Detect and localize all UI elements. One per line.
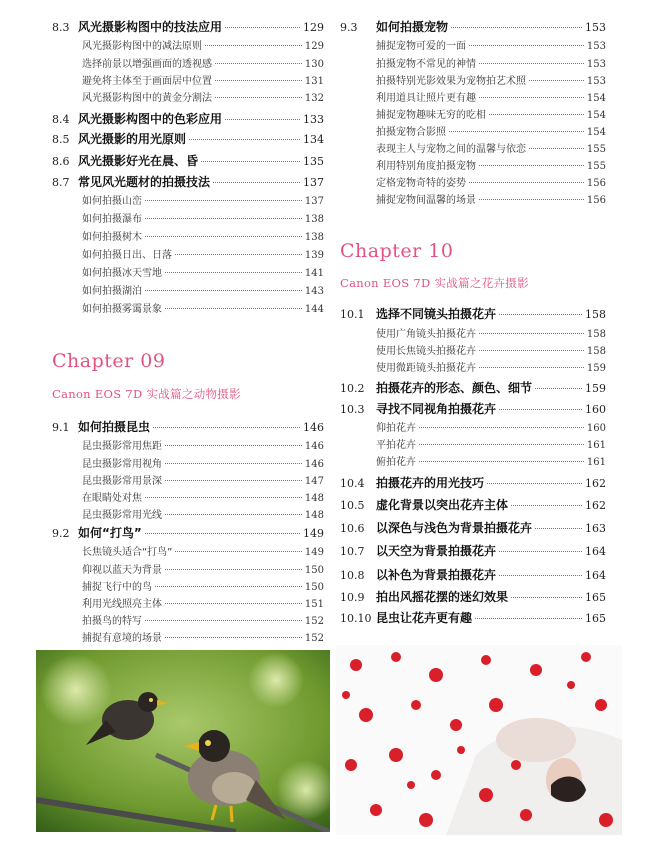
toc-leader-dots (153, 427, 300, 428)
toc-entry-page: 137 (304, 196, 324, 207)
toc-entry-title: 风光摄影的用光原则 (78, 132, 187, 146)
toc-entry-number: 10.1 (340, 308, 365, 321)
toc-leader-dots (225, 119, 300, 120)
toc-leader-dots (469, 182, 584, 183)
chapter-9-subtitle: Canon EOS 7D 实战篇之动物摄影 (52, 387, 241, 401)
toc-leader-dots (145, 236, 302, 237)
toc-leader-dots (145, 290, 302, 291)
toc-entry-page: 158 (586, 346, 606, 357)
flower-bride-photo (336, 645, 622, 835)
chapter-10-subtitle: Canon EOS 7D 实战篇之花卉摄影 (340, 276, 529, 290)
toc-entry-page: 155 (586, 144, 606, 155)
toc-entry-page: 151 (304, 599, 324, 610)
toc-entry-page: 160 (586, 423, 606, 434)
toc-entry-title: 选择前景以增强画面的透视感 (82, 59, 212, 70)
toc-entry (52, 210, 324, 225)
toc-entry-title: 使用广角镜头拍摄花卉 (376, 329, 476, 340)
toc-leader-dots (175, 254, 302, 255)
toc-entry-page: 135 (303, 155, 324, 168)
toc-leader-dots (479, 199, 584, 200)
toc-entry-number: 8.4 (52, 113, 70, 126)
toc-entry-page: 149 (304, 547, 324, 558)
toc-entry-page: 147 (304, 476, 324, 487)
toc-leader-dots (165, 480, 302, 481)
toc-entry-number: 8.6 (52, 155, 70, 168)
toc-leader-dots (479, 350, 584, 351)
toc-entry-page: 138 (304, 214, 324, 225)
toc-entry (340, 379, 606, 396)
toc-entry (340, 400, 606, 417)
toc-entry-number: 9.1 (52, 421, 70, 434)
toc-entry-page: 154 (586, 110, 606, 121)
toc-entry (340, 37, 606, 52)
toc-entry-page: 134 (303, 133, 324, 146)
toc-entry-title: 拍摄鸟的特写 (82, 616, 142, 627)
toc-entry-title: 昆虫摄影常用焦距 (82, 441, 162, 452)
toc-entry-title: 拍摄花卉的用光技巧 (376, 476, 485, 490)
toc-leader-dots (145, 497, 302, 498)
toc-entry (52, 55, 324, 70)
toc-entry-page: 153 (586, 76, 606, 87)
toc-entry-page: 163 (585, 522, 606, 535)
toc-entry (52, 437, 324, 452)
toc-entry-title: 昆虫摄影常用视角 (82, 459, 162, 470)
toc-entry (340, 359, 606, 374)
toc-leader-dots (165, 308, 302, 309)
toc-entry-page: 154 (586, 93, 606, 104)
toc-entry-title: 昆虫摄影常用光线 (82, 510, 162, 521)
toc-entry-title: 捕捉宠物趣味无穷的吃相 (376, 110, 486, 121)
toc-entry-title: 拍摄特别光影效果为宠物拍艺术照 (376, 76, 526, 87)
toc-entry-number: 8.3 (52, 21, 70, 34)
toc-entry (52, 152, 324, 169)
toc-leader-dots (529, 148, 584, 149)
toc-entry (340, 174, 606, 189)
toc-entry-title: 寻找不同视角拍摄花卉 (376, 402, 497, 416)
toc-leader-dots (205, 45, 302, 46)
toc-entry (52, 612, 324, 627)
toc-entry-page: 150 (304, 582, 324, 593)
toc-entry-title: 俯拍花卉 (376, 457, 416, 468)
toc-entry (52, 455, 324, 470)
toc-entry-page: 162 (585, 477, 606, 490)
toc-entry-number: 9.3 (340, 21, 358, 34)
toc-entry (52, 264, 324, 279)
toc-entry (52, 110, 324, 127)
toc-entry-number: 10.3 (340, 403, 365, 416)
toc-entry (340, 140, 606, 155)
toc-entry-title: 昆虫让花卉更有趣 (376, 611, 473, 625)
toc-entry (340, 419, 606, 434)
toc-entry-page: 146 (304, 441, 324, 452)
toc-entry-number: 10.8 (340, 569, 365, 582)
toc-entry-title: 如何“打鸟” (78, 526, 142, 540)
toc-entry-page: 159 (585, 382, 606, 395)
toc-entry-title: 如何拍摄日出、日落 (82, 250, 172, 261)
toc-entry (340, 123, 606, 138)
toc-entry (52, 543, 324, 558)
toc-leader-dots (479, 333, 584, 334)
toc-leader-dots (145, 218, 302, 219)
toc-entry-page: 153 (586, 59, 606, 70)
toc-entry-title: 拍摄宠物不常见的神情 (376, 59, 476, 70)
toc-entry (340, 157, 606, 172)
toc-entry (52, 89, 324, 104)
toc-entry-title: 如何拍摄雾霭景象 (82, 304, 162, 315)
toc-entry-page: 137 (303, 176, 324, 189)
toc-entry-title: 利用光线照亮主体 (82, 599, 162, 610)
toc-entry-page: 154 (586, 127, 606, 138)
toc-entry (52, 524, 324, 541)
toc-entry (340, 191, 606, 206)
toc-entry-title: 以深色与浅色为背景拍摄花卉 (376, 521, 533, 535)
toc-entry (340, 519, 606, 536)
toc-entry-number: 10.2 (340, 382, 365, 395)
toc-leader-dots (215, 97, 302, 98)
toc-entry (340, 542, 606, 559)
toc-leader-dots (165, 603, 302, 604)
toc-entry-page: 152 (304, 616, 324, 627)
toc-leader-dots (225, 27, 300, 28)
toc-leader-dots (475, 618, 582, 619)
toc-entry-title: 常见风光题材的拍摄技法 (78, 175, 211, 189)
toc-leader-dots (479, 63, 584, 64)
toc-entry-number: 8.7 (52, 176, 70, 189)
toc-entry-page: 130 (304, 59, 324, 70)
toc-leader-dots (165, 514, 302, 515)
toc-leader-dots (215, 80, 302, 81)
toc-leader-dots (165, 569, 302, 570)
toc-entry-title: 拍摄宠物合影照 (376, 127, 446, 138)
toc-entry-title: 仰视以蓝天为背景 (82, 565, 162, 576)
toc-entry-page: 161 (586, 457, 606, 468)
toc-leader-dots (499, 314, 582, 315)
toc-entry-page: 156 (586, 195, 606, 206)
toc-entry-title: 虚化背景以突出花卉主体 (376, 498, 509, 512)
toc-leader-dots (189, 139, 300, 140)
toc-entry (340, 566, 606, 583)
toc-leader-dots (213, 182, 300, 183)
toc-entry (340, 588, 606, 605)
toc-entry-title: 风光摄影构图中的减法原则 (82, 41, 202, 52)
toc-entry-page: 150 (304, 565, 324, 576)
toc-leader-dots (165, 637, 302, 638)
toc-leader-dots (535, 388, 582, 389)
toc-entry-page: 133 (303, 113, 324, 126)
toc-entry-page: 143 (304, 286, 324, 297)
toc-entry-title: 拍出风摇花摆的迷幻效果 (376, 590, 509, 604)
toc-leader-dots (511, 505, 582, 506)
toc-entry-title: 利用特别角度拍摄宠物 (376, 161, 476, 172)
toc-entry-page: 141 (304, 268, 324, 279)
toc-entry (52, 246, 324, 261)
toc-leader-dots (489, 114, 584, 115)
toc-entry-title: 仰拍花卉 (376, 423, 416, 434)
toc-entry-number: 8.5 (52, 133, 70, 146)
toc-entry-page: 148 (304, 510, 324, 521)
toc-entry-page: 138 (304, 232, 324, 243)
toc-entry-page: 161 (586, 440, 606, 451)
toc-leader-dots (499, 409, 582, 410)
toc-leader-dots (487, 483, 582, 484)
toc-entry-title: 如何拍摄昆虫 (78, 420, 151, 434)
toc-entry-title: 定格宠物奇特的姿势 (376, 178, 466, 189)
toc-entry-page: 164 (585, 545, 606, 558)
toc-entry-page: 158 (585, 308, 606, 321)
toc-entry-title: 如何拍摄瀑布 (82, 214, 142, 225)
toc-entry-page: 164 (585, 569, 606, 582)
toc-entry-title: 风光摄影构图中的技法应用 (78, 20, 223, 34)
toc-entry (52, 300, 324, 315)
toc-entry (52, 72, 324, 87)
toc-leader-dots (469, 45, 584, 46)
toc-entry-title: 风光摄影构图中的色彩应用 (78, 112, 223, 126)
toc-entry-title: 如何拍摄树木 (82, 232, 142, 243)
toc-entry-number: 9.2 (52, 527, 70, 540)
toc-leader-dots (535, 528, 582, 529)
toc-leader-dots (479, 165, 584, 166)
toc-entry (52, 130, 324, 147)
toc-entry-page: 152 (304, 633, 324, 644)
toc-leader-dots (499, 575, 582, 576)
toc-entry-title: 平拍花卉 (376, 440, 416, 451)
toc-entry (340, 72, 606, 87)
toc-entry (340, 106, 606, 121)
toc-entry (340, 436, 606, 451)
toc-leader-dots (419, 444, 584, 445)
toc-entry (52, 18, 324, 35)
toc-entry (340, 305, 606, 322)
toc-leader-dots (479, 97, 584, 98)
toc-entry-page: 165 (585, 612, 606, 625)
toc-entry-page: 129 (303, 21, 324, 34)
toc-entry-page: 162 (585, 499, 606, 512)
toc-entry-title: 在眼睛处对焦 (82, 493, 142, 504)
toc-entry-title: 捕捉宠物可爱的一面 (376, 41, 466, 52)
toc-entry-title: 使用长焦镜头拍摄花卉 (376, 346, 476, 357)
toc-entry (52, 418, 324, 435)
toc-entry (340, 325, 606, 340)
toc-entry-title: 以天空为背景拍摄花卉 (376, 544, 497, 558)
toc-leader-dots (419, 427, 584, 428)
toc-entry (52, 561, 324, 576)
toc-entry (52, 192, 324, 207)
toc-leader-dots (175, 551, 302, 552)
toc-entry-number: 10.9 (340, 591, 365, 604)
toc-leader-dots (165, 463, 302, 464)
toc-leader-dots (511, 597, 582, 598)
toc-leader-dots (201, 161, 300, 162)
toc-leader-dots (449, 131, 584, 132)
toc-entry-title: 如何拍摄湖泊 (82, 286, 142, 297)
toc-leader-dots (529, 80, 584, 81)
toc-entry (52, 578, 324, 593)
toc-entry-page: 148 (304, 493, 324, 504)
toc-leader-dots (145, 533, 300, 534)
toc-entry (340, 55, 606, 70)
toc-entry (52, 228, 324, 243)
toc-leader-dots (155, 586, 302, 587)
toc-entry (340, 342, 606, 357)
toc-entry-title: 避免将主体至于画面居中位置 (82, 76, 212, 87)
toc-entry-number: 10.7 (340, 545, 365, 558)
toc-entry (340, 89, 606, 104)
toc-entry-title: 表现主人与宠物之间的温馨与依恋 (376, 144, 526, 155)
toc-entry (52, 282, 324, 297)
toc-entry-title: 昆虫摄影常用景深 (82, 476, 162, 487)
toc-entry-page: 132 (304, 93, 324, 104)
toc-entry-title: 捕捉有意境的场景 (82, 633, 162, 644)
toc-entry-title: 以补色为背景拍摄花卉 (376, 568, 497, 582)
toc-entry (340, 496, 606, 513)
toc-entry (340, 453, 606, 468)
toc-entry-title: 捕捉宠物间温馨的场景 (376, 195, 476, 206)
toc-entry (340, 18, 606, 35)
toc-entry-number: 10.4 (340, 477, 365, 490)
bird-illustration (36, 650, 330, 832)
toc-entry-page: 131 (304, 76, 324, 87)
toc-entry-page: 165 (585, 591, 606, 604)
toc-entry-page: 156 (586, 178, 606, 189)
toc-entry-page: 146 (304, 459, 324, 470)
toc-entry (340, 474, 606, 491)
toc-entry-page: 149 (303, 527, 324, 540)
toc-entry (52, 595, 324, 610)
chapter-9-heading: Chapter 09 (52, 350, 166, 372)
toc-entry-title: 如何拍摄宠物 (376, 20, 449, 34)
toc-entry-page: 155 (586, 161, 606, 172)
chapter-10-heading: Chapter 10 (340, 240, 454, 262)
toc-entry-title: 如何拍摄山峦 (82, 196, 142, 207)
toc-entry-title: 选择不同镜头拍摄花卉 (376, 307, 497, 321)
toc-leader-dots (145, 200, 302, 201)
toc-entry (52, 489, 324, 504)
toc-entry-page: 160 (585, 403, 606, 416)
toc-leader-dots (479, 367, 584, 368)
toc-entry-title: 使用微距镜头拍摄花卉 (376, 363, 476, 374)
toc-leader-dots (165, 445, 302, 446)
toc-leader-dots (165, 272, 302, 273)
rose-petals-illustration (336, 645, 622, 835)
toc-leader-dots (419, 461, 584, 462)
toc-entry-page: 129 (304, 41, 324, 52)
toc-entry (340, 609, 606, 626)
toc-entry-number: 10.6 (340, 522, 365, 535)
toc-entry-page: 159 (586, 363, 606, 374)
toc-entry-title: 捕捉飞行中的鸟 (82, 582, 152, 593)
bird-photo (36, 650, 330, 832)
toc-leader-dots (145, 620, 302, 621)
toc-leader-dots (499, 551, 582, 552)
toc-entry-page: 153 (585, 21, 606, 34)
toc-entry-title: 风光摄影构图中的黄金分割法 (82, 93, 212, 104)
toc-entry (52, 629, 324, 644)
toc-leader-dots (451, 27, 582, 28)
toc-entry-page: 144 (304, 304, 324, 315)
toc-entry (52, 37, 324, 52)
toc-entry (52, 506, 324, 521)
toc-entry-page: 139 (304, 250, 324, 261)
toc-entry-title: 利用道具让照片更有趣 (376, 93, 476, 104)
toc-leader-dots (215, 63, 302, 64)
toc-entry-page: 153 (586, 41, 606, 52)
toc-entry (52, 173, 324, 190)
toc-entry-title: 如何拍摄冰天雪地 (82, 268, 162, 279)
toc-entry-number: 10.10 (340, 612, 372, 625)
toc-entry-title: 风光摄影好光在晨、昏 (78, 154, 199, 168)
toc-entry-page: 146 (303, 421, 324, 434)
toc-entry-page: 158 (586, 329, 606, 340)
toc-entry-title: 拍摄花卉的形态、颜色、细节 (376, 381, 533, 395)
toc-entry-number: 10.5 (340, 499, 365, 512)
toc-entry-title: 长焦镜头适合“打鸟” (82, 547, 173, 558)
toc-entry (52, 472, 324, 487)
